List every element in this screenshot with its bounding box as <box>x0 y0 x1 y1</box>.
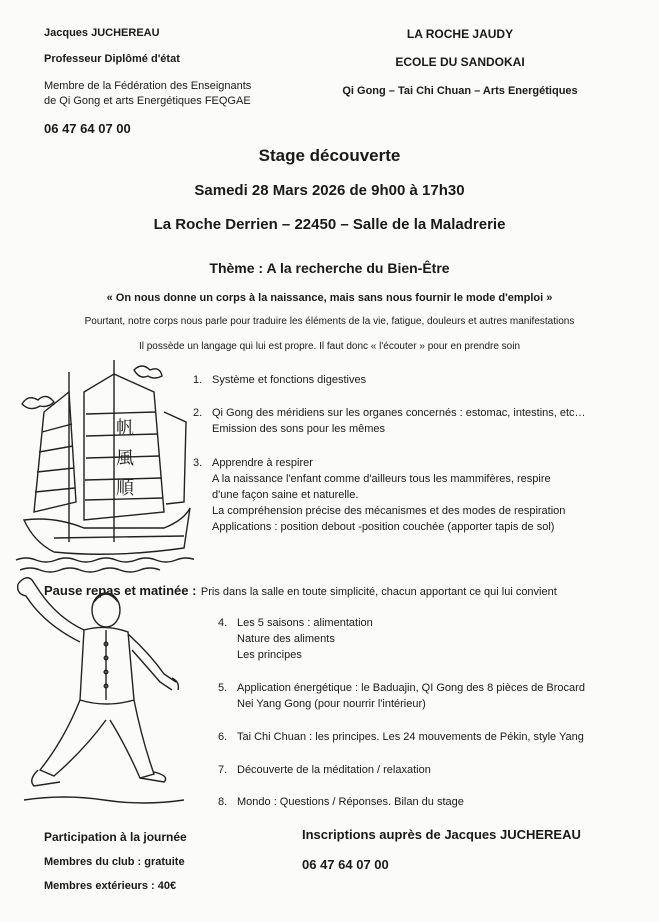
participation-external: Membres extérieurs : 40€ <box>44 880 177 892</box>
boat-char-1: 帆 <box>116 418 134 439</box>
membership-line-2: de Qi Gong et arts Energétiques FEQGAE <box>44 95 251 107</box>
program-item-5-num: 5. <box>218 682 228 694</box>
program-item-5-line-2: Nei Yang Gong (pour nourrir l'intérieur) <box>237 698 426 710</box>
program-item-1-num: 1. <box>193 374 203 386</box>
teacher-name: Jacques JUCHEREAU <box>44 27 160 39</box>
program-item-3-line-5: Applications : position debout -position couchée (apporter tapis de sol) <box>212 521 555 533</box>
pause-text: Pris dans la salle en toute simplicité, chacun apportant ce qui lui convient <box>200 586 557 598</box>
program-item-3-num: 3. <box>193 457 203 469</box>
program-item-8-line-1: Mondo : Questions / Réponses. Bilan du stage <box>237 796 464 808</box>
membership-line-1: Membre de la Fédération des Enseignants <box>44 80 252 92</box>
program-item-3 <box>212 455 565 535</box>
program-item-2-line-1: Qi Gong des méridiens sur les organes concernés : estomac, intestins, etc… <box>212 407 586 419</box>
participation-members: Membres du club : gratuite <box>44 856 185 868</box>
participation-title: Participation à la journée <box>44 830 187 844</box>
program-item-2 <box>212 405 586 437</box>
program-item-6 <box>237 729 584 745</box>
event-intro-1: Pourtant, notre corps nous parle pour traduire les éléments de la vie, fatigue, douleurs et autres manifestations <box>84 316 575 327</box>
tai-chi-figure-illustration <box>14 570 184 822</box>
event-theme: Thème : A la recherche du Bien-Être <box>209 260 450 276</box>
program-item-6-line-1: Tai Chi Chuan : les principes. Les 24 mouvements de Pékin, style Yang <box>237 731 584 743</box>
program-item-5 <box>237 680 585 712</box>
program-item-4 <box>237 615 373 663</box>
program-item-4-line-2: Nature des aliments <box>237 633 335 645</box>
pause-label: Pause repas et matinée : <box>44 583 197 598</box>
event-date: Samedi 28 Mars 2026 de 9h00 à 17h30 <box>194 182 465 199</box>
event-title: Stage découverte <box>258 146 401 165</box>
program-item-5-line-1: Application énergétique : le Baduajin, QI Gong des 8 pièces de Brocard <box>237 682 585 694</box>
program-item-4-num: 4. <box>218 617 228 629</box>
teacher-phone: 06 47 64 07 00 <box>44 121 131 136</box>
program-item-7-line-1: Découverte de la méditation / relaxation <box>237 764 431 776</box>
program-item-8 <box>237 794 464 810</box>
event-quote: « On nous donne un corps à la naissance, mais sans nous fournir le mode d'emploi » <box>106 292 553 304</box>
event-location: La Roche Derrien – 22450 – Salle de la Maladrerie <box>153 216 506 233</box>
program-item-1 <box>212 372 366 388</box>
program-item-4-line-1: Les 5 saisons : alimentation <box>237 617 373 629</box>
program-item-7 <box>237 762 431 778</box>
school-disciplines: Qi Gong – Tai Chi Chuan – Arts Energétiques <box>342 85 578 97</box>
program-item-2-line-2: Emission des sons pour les mêmes <box>212 423 386 435</box>
boat-char-3: 順 <box>116 478 134 499</box>
program-item-3-line-2: A la naissance l'enfant comme d'ailleurs tous les mammifères, respire <box>212 473 551 485</box>
program-item-7-num: 7. <box>218 764 228 776</box>
school-name: ECOLE DU SANDOKAI <box>395 55 525 69</box>
event-intro-2: Il possède un langage qui lui est propre. Il faut donc « l'écouter » pour en prendre soin <box>138 341 521 352</box>
program-item-2-num: 2. <box>193 407 203 419</box>
program-item-3-line-1: Apprendre à respirer <box>212 457 313 469</box>
teacher-title: Professeur Diplômé d'état <box>44 53 180 65</box>
registration-phone: 06 47 64 07 00 <box>302 857 389 872</box>
program-item-3-line-3: d'une façon saine et naturelle. <box>212 489 359 501</box>
program-item-4-line-3: Les principes <box>237 649 302 661</box>
school-town: LA ROCHE JAUDY <box>406 27 514 41</box>
program-item-8-num: 8. <box>218 796 228 808</box>
junk-boat-illustration <box>14 352 194 576</box>
program-item-6-num: 6. <box>218 731 228 743</box>
registration-title: Inscriptions auprès de Jacques JUCHEREAU <box>302 827 581 842</box>
program-item-3-line-4: La compréhension précise des mécanismes et des modes de respiration <box>212 505 566 517</box>
program-item-1-line-1: Système et fonctions digestives <box>212 374 367 386</box>
boat-char-2: 風 <box>116 448 134 469</box>
